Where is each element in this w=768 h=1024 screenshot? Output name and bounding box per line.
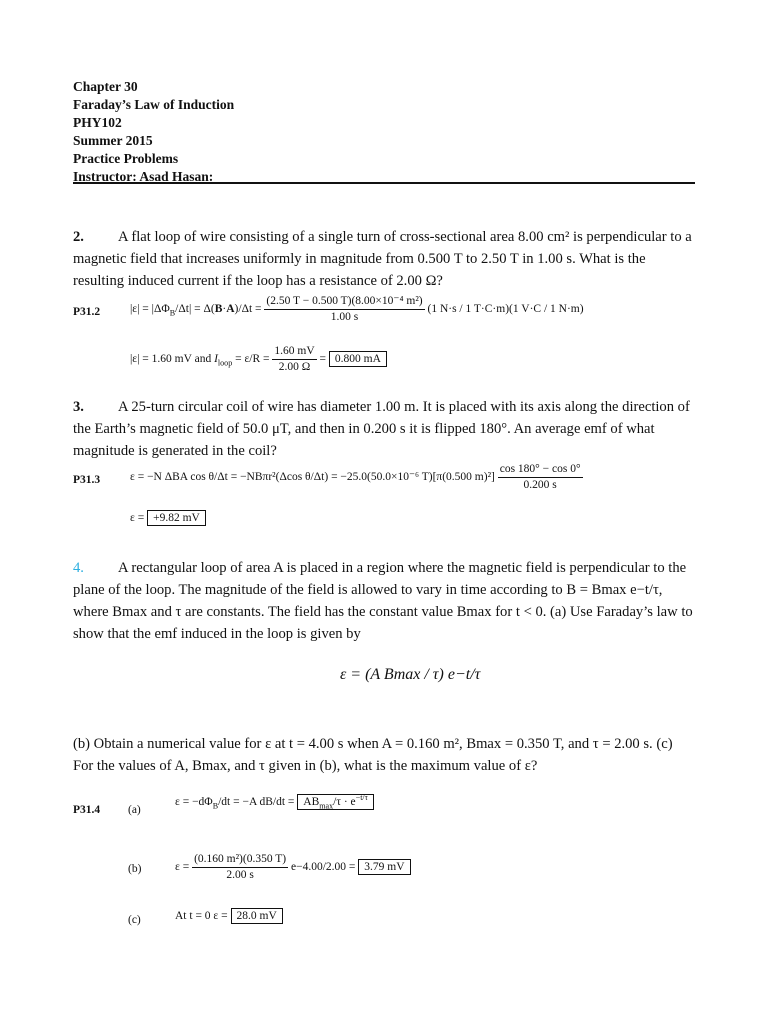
part-label: (c) (128, 914, 141, 926)
denominator: 0.200 s (498, 477, 583, 493)
numerator: (2.50 T − 0.500 T)(8.00×10⁻⁴ m²) (266, 295, 423, 307)
course-code: PHY102 (73, 115, 122, 130)
condition: At t = 0 ε = (175, 910, 228, 922)
exponent-term: e−4.00/2.00 = (290, 861, 356, 874)
fraction (498, 462, 583, 493)
problem-text: A rectangular loop of area A is placed in a region where the magnetic field is perpendicular to the plane of the loop. The magnitude of the field is allowed to vary in time according to B = Bmax e−t/τ, where Bmax and τ are constants. The field has the constant value Bmax for t < 0. (a) Use Faraday’s law to show that the emf induced in the loop is given by (73, 560, 693, 642)
problem-text: A 25-turn circular coil of wire has diameter 1.00 m. It is placed with its axis along the direction of the Earth’s magnetic field of 50.0 μT, and then in 0.200 s it is flipped 180°. An average emf of what magnitude is generated in the coil? (73, 399, 690, 459)
solution-equation: ε = −N ΔBA cos θ/Δt = −NBπr²(Δcos θ/Δt) = −25.0(50.0×10⁻⁶ T)[π(0.500 m)²] $\frac{\cos 180^\circ - \cos 0^\circ}{0.200 s}$ (130, 463, 581, 491)
part-label: (b) (128, 863, 142, 875)
fraction (272, 344, 316, 375)
instructor: Instructor: Asad Hasan: (73, 169, 214, 184)
answer-box: 3.79 mV (358, 859, 410, 875)
problem-number: 2. (73, 229, 84, 245)
chapter-title: Faraday’s Law of Induction (73, 97, 235, 112)
term: Summer 2015 (73, 133, 153, 148)
numerator: cos 180° − cos 0° (499, 463, 581, 475)
solution-label: P31.2 (73, 306, 101, 318)
header-divider (73, 182, 695, 184)
numerator: 1.60 mV (274, 345, 315, 357)
problem-4 (73, 557, 695, 645)
numerator: (0.160 m²)(0.350 T) (194, 853, 287, 865)
problem-3 (73, 396, 695, 462)
denominator: 1.00 s (264, 309, 424, 325)
answer-box: $AB_{max}/\tau \cdot e^{-t/\tau}$ (297, 794, 374, 810)
part-label: (a) (128, 804, 141, 816)
unit-conversion: (1 N·s / 1 T·C·m)(1 V·C / 1 N·m) (427, 303, 584, 316)
problem-2 (73, 226, 695, 292)
solution-answer: ε = +9.82 mV (130, 512, 206, 524)
answer-box: 0.800 mA (329, 351, 387, 367)
denominator: 2.00 s (192, 867, 288, 883)
solution-equation: |ε| = 1.60 mV and $I_{loop} = \varepsilon/R$ = $\frac{1.60 mV}{2.00 \Omega}$ = 0.800 mA (130, 344, 387, 375)
chapter-label: Chapter 30 (73, 79, 138, 94)
solution-equation: ε = $\frac{\text{(0.160 m²)(0.350 T)}}{2.00 s}$ e−4.00/2.00 = 3.79 mV (175, 852, 411, 883)
fraction (192, 852, 288, 883)
denominator: 2.00 Ω (272, 359, 316, 375)
solution-label: P31.4 (73, 804, 101, 816)
solution-equation: $|\varepsilon| = |\Delta\Phi_B/\Delta t| = \Delta(B\cdot A)/\Delta t$ = $\frac{\text{(2.50 T − 0.500 T)(8.00×10⁻⁴ m²)}}{1.00 s}$ (1 N·s / 1 T·C·m)(1 V·C / 1 N·m) (130, 295, 584, 323)
solution-equation: $\varepsilon = -d\Phi_B/dt = -A$ $dB/dt = AB_{max}/\tau \cdot e^{-t/\tau}$ (175, 796, 374, 808)
document-header (73, 78, 234, 186)
solution-label: P31.3 (73, 474, 101, 486)
problem-4-parts: (b) Obtain a numerical value for ε at t = 4.00 s when A = 0.160 m², Bmax = 0.350 T, and τ = 2.00 s. (c) For the values of A, Bmax, and τ given in (b), what is the maximum value of ε? (73, 736, 673, 774)
fraction (264, 294, 424, 325)
problem-number: 3. (73, 399, 84, 415)
problem-text: A flat loop of wire consisting of a single turn of cross-sectional area 8.00 cm² is perpendicular to a magnetic field that increases uniformly in magnitude from 0.500 T to 2.50 T in 1.00 s. What is the resulting induced current if the loop has a resistance of 2.00 Ω? (73, 229, 692, 289)
emf-value: |ε| = 1.60 mV and (130, 353, 212, 366)
problem-number: 4. (73, 560, 84, 576)
display-equation: ε = (A Bmax / τ) e−t/τ (340, 666, 481, 683)
rhs: = −25.0(50.0×10⁻⁶ T)[π(0.500 m)²] (331, 471, 495, 484)
solution-equation (175, 910, 283, 922)
answer-box: 28.0 mV (231, 908, 283, 924)
answer-box: +9.82 mV (147, 510, 206, 526)
doc-type: Practice Problems (73, 151, 179, 166)
